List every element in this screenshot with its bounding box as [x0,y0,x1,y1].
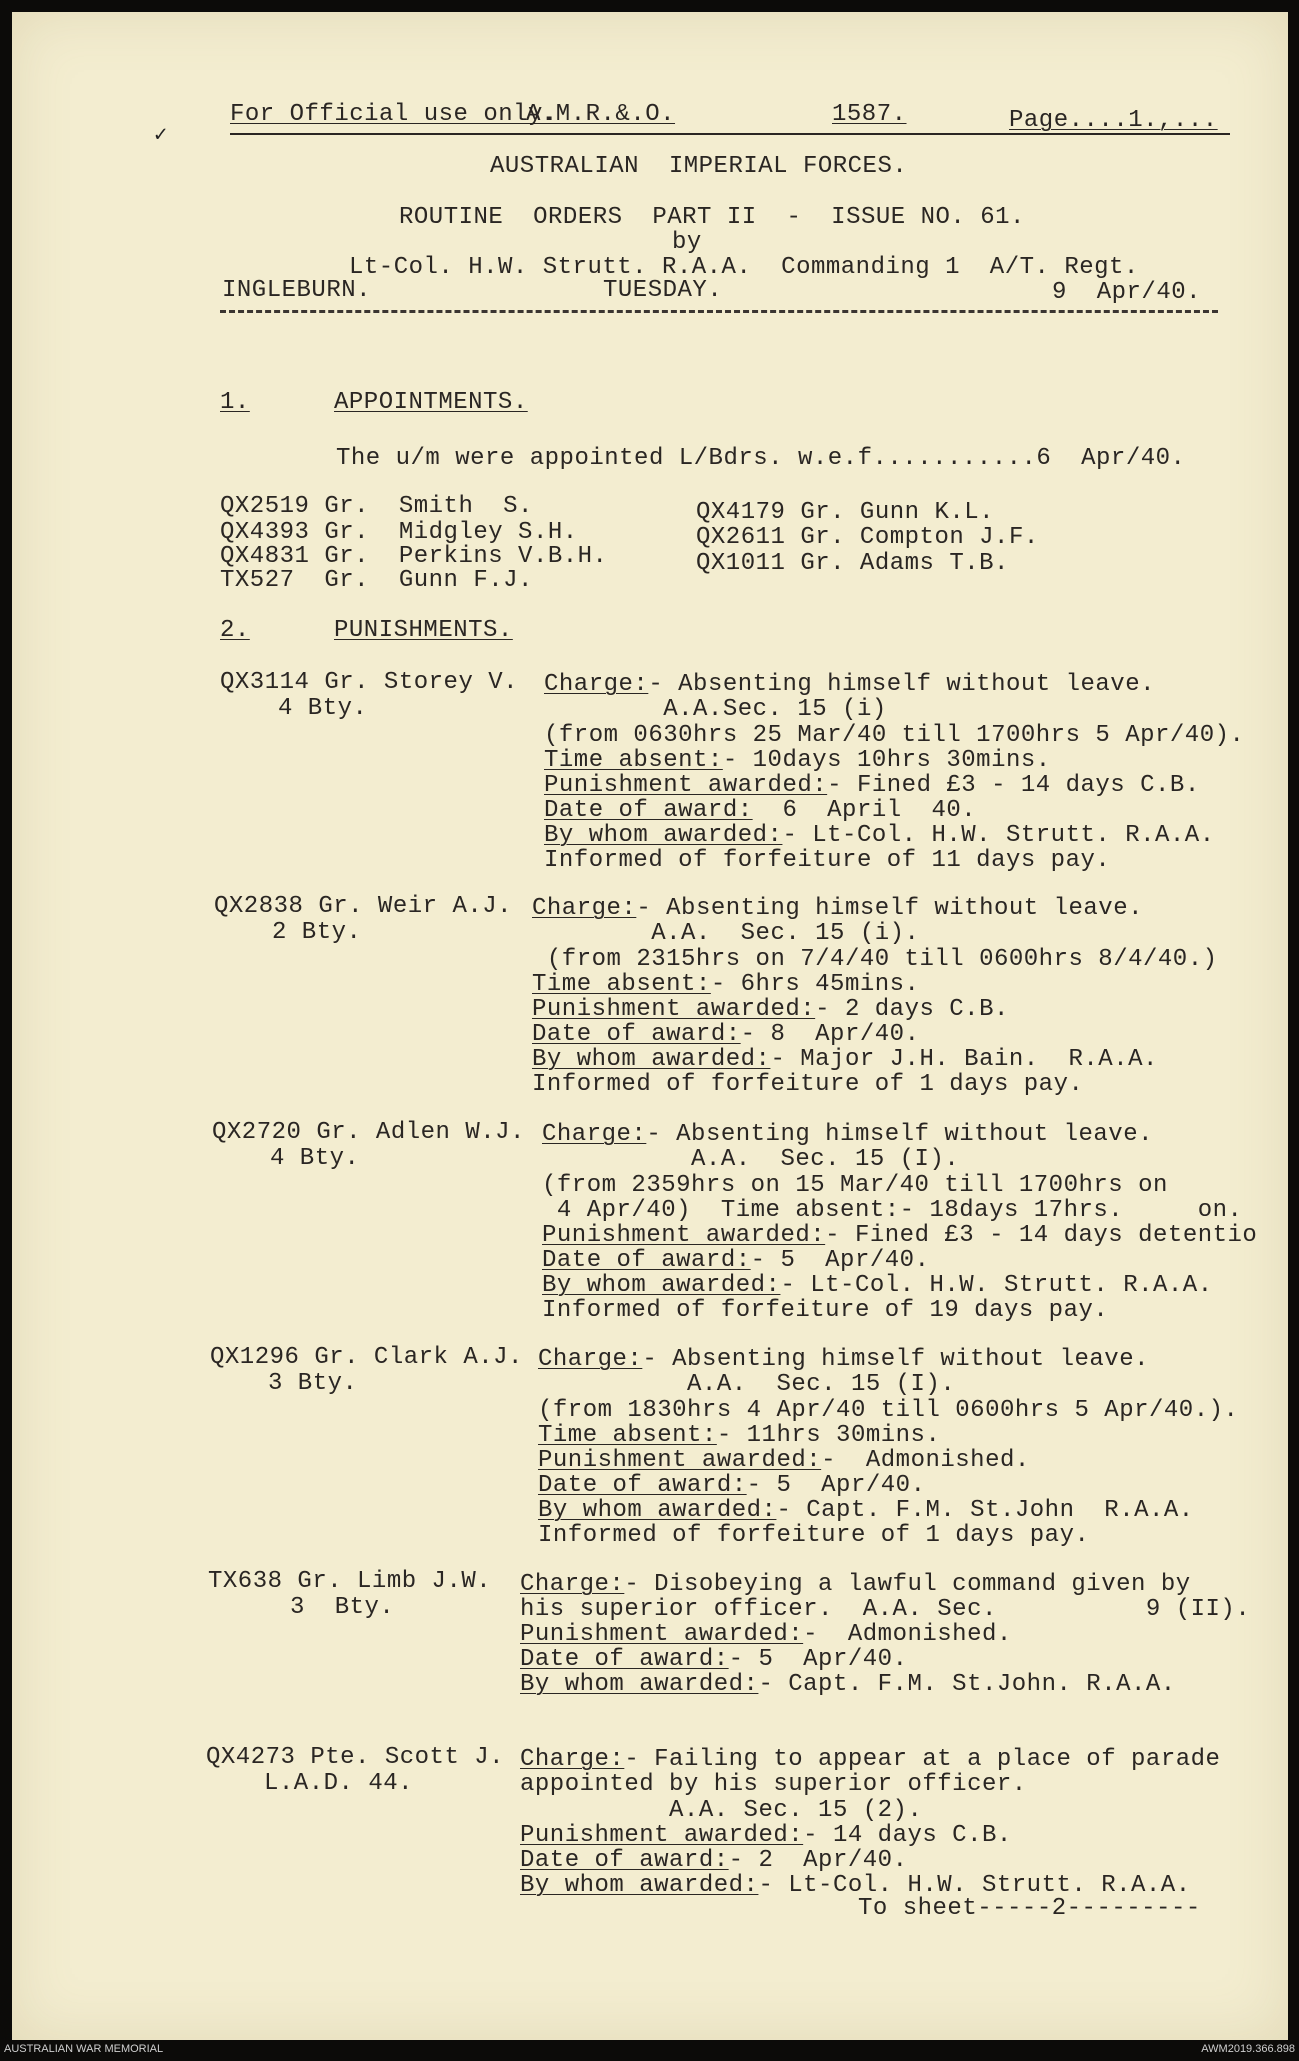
appointee-left: QX4393 Gr. Midgley S.H. [220,519,578,546]
charge-detail-line [532,997,1009,1023]
charge-detail-line [520,1622,1012,1648]
field-label: Date of award: [544,797,753,824]
field-value: A.A. Sec. 15 (I). [538,1371,956,1398]
charge-detail-line [542,1122,1153,1148]
field-value: - Capt. F.M. St.John R.A.A. [776,1497,1194,1524]
charge-detail-line [520,1672,1176,1698]
appointments-intro: The u/m were appointed L/Bdrs. w.e.f...........6 Apr/40. [336,445,1186,472]
field-value: Informed of forfeiture of 1 days pay. [532,1071,1084,1098]
field-value: A.A. Sec. 15 (I). [542,1146,960,1173]
field-label: Date of award: [520,1646,729,1673]
charge-detail-line [544,798,976,824]
charge-detail-line [520,1647,907,1673]
field-label: Time absent: [532,971,711,998]
appointee-left: TX527 Gr. Gunn F.J. [220,567,533,594]
charge-detail-line [542,1248,929,1274]
charge-detail-line [538,1523,1089,1549]
field-label: Punishment awarded: [544,772,828,799]
field-value: - Lt-Col. H.W. Strutt. R.A.A. [782,822,1215,849]
charge-detail-line [520,1572,1191,1598]
field-value: (from 1830hrs 4 Apr/40 till 0600hrs 5 Apr/40.). [538,1397,1239,1424]
soldier-name: QX1296 Gr. Clark A.J. [210,1344,523,1371]
punishments-heading: PUNISHMENTS. [334,617,513,644]
field-label: Time absent: [544,747,723,774]
appointee-left: QX4831 Gr. Perkins V.B.H. [220,543,608,570]
field-value: - 8 Apr/40. [740,1021,920,1048]
field-value: - 14 days C.B. [803,1822,1012,1849]
soldier-name: QX2838 Gr. Weir A.J. [214,893,513,920]
margin-tick-mark: ✓ [154,123,168,148]
document-page [12,12,1288,2040]
soldier-name: QX2720 Gr. Adlen W.J. [212,1119,525,1146]
charge-detail-line [532,1047,1158,1073]
charge-detail-line [544,723,1244,749]
field-label: Punishment awarded: [542,1222,826,1249]
charge-detail-line [532,921,919,947]
field-value: - 5 Apr/40. [728,1646,908,1673]
charge-detail-line [520,1798,922,1824]
field-label: By whom awarded: [532,1046,771,1073]
charge-detail-line [520,1747,1220,1773]
field-value: - 5 Apr/40. [750,1247,930,1274]
field-value: 4 Apr/40) Time absent:- 18days 17hrs. on. [542,1197,1243,1224]
field-value: Informed of forfeiture of 19 days pay. [542,1297,1109,1324]
charge-detail-line [532,1072,1083,1098]
field-label: Charge: [542,1121,647,1148]
charge-detail-line [542,1147,959,1173]
field-label: By whom awarded: [520,1872,759,1899]
charge-detail-line [542,1173,1168,1199]
day-label: TUESDAY. [603,277,723,304]
field-value: - Absenting himself without leave. [648,671,1156,698]
field-value: (from 0630hrs 25 Mar/40 till 1700hrs 5 Apr/40). [544,722,1245,749]
charge-detail-line [542,1223,1257,1249]
section-number-2: 2. [220,617,250,644]
field-label: Date of award: [520,1847,729,1874]
field-label: By whom awarded: [520,1671,759,1698]
official-use-label: For Official use only. [230,101,558,128]
field-value: appointed by his superior officer. [520,1771,1027,1798]
field-value: his superior officer. A.A. Sec. 9 (II). [520,1596,1251,1623]
field-label: Charge: [520,1746,625,1773]
field-value: Informed of forfeiture of 11 days pay. [544,847,1111,874]
field-label: Date of award: [538,1472,747,1499]
header-rule [230,133,1230,135]
field-label: Charge: [544,671,649,698]
charge-detail-line [532,1022,919,1048]
archive-credit: AUSTRALIAN WAR MEMORIAL [4,2043,164,2055]
place-label: INGLEBURN. [222,277,372,304]
field-value: - 2 days C.B. [815,996,1009,1023]
field-label: Punishment awarded: [538,1447,822,1474]
field-value: - Absenting himself without leave. [636,895,1144,922]
charge-detail-line [542,1273,1213,1299]
charge-detail-line [532,972,919,998]
appointee-right: QX1011 Gr. Adams T.B. [696,550,1009,577]
field-value: - Major J.H. Bain. R.A.A. [770,1046,1158,1073]
page-number: Page....1.,... [1009,107,1218,134]
field-label: Charge: [538,1346,643,1373]
field-value: - Disobeying a lawful command given by [624,1571,1191,1598]
charge-detail-line [538,1347,1149,1373]
field-label: By whom awarded: [542,1272,781,1299]
field-label: Charge: [532,895,637,922]
charge-detail-line [532,896,1143,922]
charge-detail-line [544,823,1215,849]
field-label: Time absent: [538,1422,717,1449]
charge-detail-line [542,1198,1242,1224]
soldier-unit: 2 Bty. [272,919,362,946]
field-value: - Admonished. [803,1621,1012,1648]
appointee-right: QX2611 Gr. Compton J.F. [696,524,1039,551]
field-value: - Lt-Col. H.W. Strutt. R.A.A. [780,1272,1213,1299]
field-value: - 2 Apr/40. [728,1847,908,1874]
field-label: Punishment awarded: [520,1621,804,1648]
charge-detail-line [538,1398,1238,1424]
appointments-heading: APPOINTMENTS. [334,389,528,416]
field-value: - Admonished. [821,1447,1030,1474]
soldier-unit: 4 Bty. [278,695,368,722]
charge-detail-line [544,697,887,723]
amr-reference: A.M.R.&.O. [526,101,676,128]
appointee-left: QX2519 Gr. Smith S. [220,493,533,520]
charge-detail-line [520,1823,1012,1849]
charge-detail-line [544,748,1051,774]
field-value: (from 2359hrs on 15 Mar/40 till 1700hrs on [542,1172,1168,1199]
field-label: By whom awarded: [538,1497,777,1524]
soldier-unit: 4 Bty. [270,1145,360,1172]
field-value: (from 2315hrs on 7/4/40 till 0600hrs 8/4/40.) [532,946,1218,973]
field-value: - 11hrs 30mins. [716,1422,941,1449]
commander-line: Lt-Col. H.W. Strutt. R.A.A. Commanding 1 A/T. Regt. [349,254,1139,281]
field-value: - 6hrs 45mins. [710,971,920,998]
by-label: by [672,229,702,256]
archive-reference: AWM2019.366.898 [1201,2043,1295,2055]
soldier-unit: L.A.D. 44. [264,1770,414,1797]
soldier-unit: 3 Bty. [268,1370,358,1397]
charge-detail-line [520,1772,1027,1798]
field-value: - Failing to appear at a place of parade [624,1746,1221,1773]
soldier-name: QX4273 Pte. Scott J. [206,1744,505,1771]
field-value: Informed of forfeiture of 1 days pay. [538,1522,1090,1549]
charge-detail-line [544,848,1110,874]
dashed-rule [220,310,1218,313]
charge-detail-line [538,1498,1194,1524]
field-label: Punishment awarded: [520,1822,804,1849]
appointee-right: QX4179 Gr. Gunn K.L. [696,499,995,526]
field-label: Charge: [520,1571,625,1598]
field-value: - Fined £3 - 14 days C.B. [827,772,1200,799]
charge-detail-line [538,1473,925,1499]
soldier-name: QX3114 Gr. Storey V. [220,669,519,696]
charge-detail-line [520,1597,1250,1623]
field-value: - Absenting himself without leave. [646,1121,1154,1148]
issue-date: 9 Apr/40. [1052,279,1202,306]
field-label: By whom awarded: [544,822,783,849]
charge-detail-line [538,1372,955,1398]
charge-detail-line [520,1848,907,1874]
field-label: Punishment awarded: [532,996,816,1023]
field-value: - Capt. F.M. St.John. R.A.A. [758,1671,1176,1698]
continuation-note: To sheet-----2--------- [858,1895,1201,1922]
charge-detail-line [544,672,1155,698]
soldier-name: TX638 Gr. Limb J.W. [208,1568,492,1595]
field-label: Date of award: [532,1021,741,1048]
field-value: A.A. Sec. 15 (i). [532,920,920,947]
section-number-1: 1. [220,389,250,416]
field-value: A.A.Sec. 15 (i) [544,696,887,723]
field-value: - 5 Apr/40. [746,1472,926,1499]
charge-detail-line [538,1423,940,1449]
field-value: 6 April 40. [752,797,977,824]
field-value: - Lt-Col. H.W. Strutt. R.A.A. [758,1872,1191,1899]
orders-title: ROUTINE ORDERS PART II - ISSUE NO. 61. [399,204,1025,231]
field-value: - Fined £3 - 14 days detentio [825,1222,1258,1249]
charge-detail-line [538,1448,1030,1474]
charge-detail-line [542,1298,1108,1324]
field-value: - Absenting himself without leave. [642,1346,1150,1373]
force-title: AUSTRALIAN IMPERIAL FORCES. [490,153,908,180]
soldier-unit: 3 Bty. [290,1594,395,1621]
field-value: A.A. Sec. 15 (2). [520,1797,923,1824]
charge-detail-line [532,947,1218,973]
field-value: - 10days 10hrs 30mins. [722,747,1051,774]
charge-detail-line [544,773,1200,799]
field-label: Date of award: [542,1247,751,1274]
order-number: 1587. [832,101,907,128]
